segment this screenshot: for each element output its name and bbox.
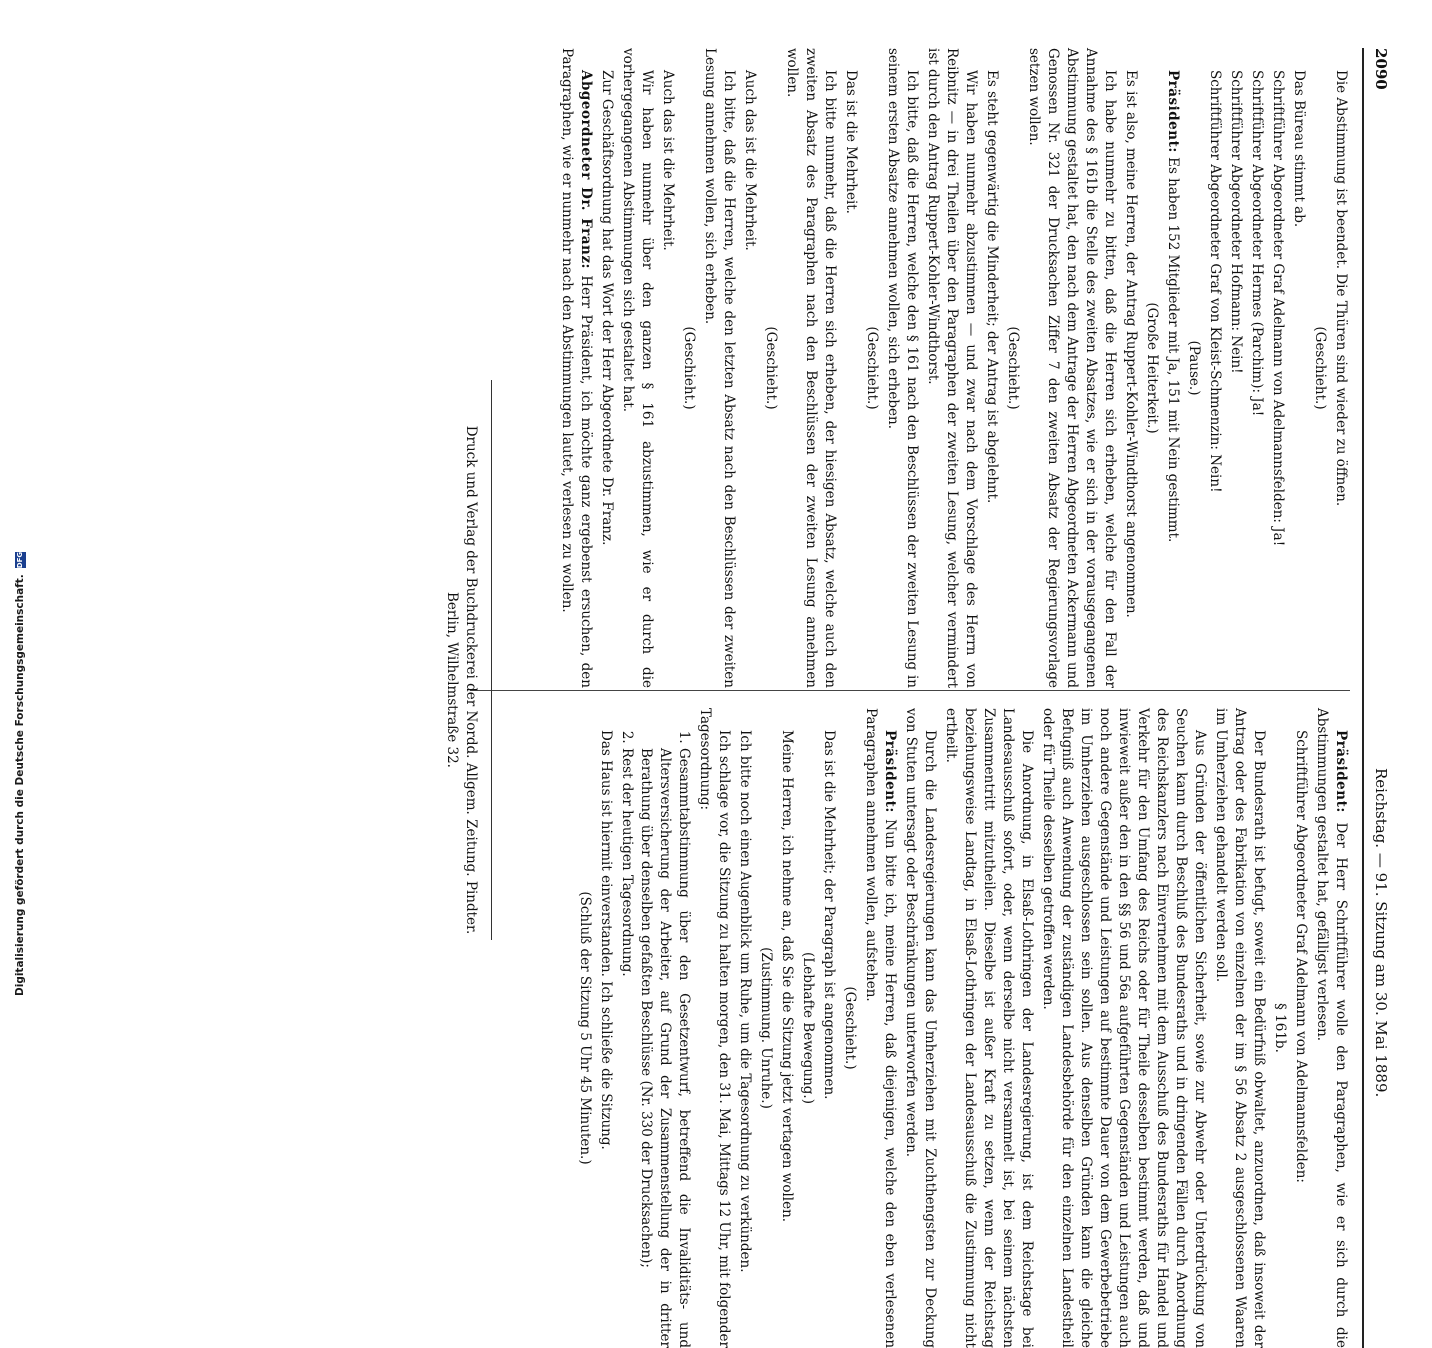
text-paragraph: Ich bitte, daß die Herren, welche den letzten Absatz nach den Beschlüssen der zweiten Lesung annehmen wollen, sich erheben.: [702, 48, 737, 688]
text-paragraph: Das ist die Mehrheit; der Paragraph ist angenommen.: [821, 730, 837, 1100]
text-paragraph: Das Büreau stimmt ab.: [1291, 70, 1307, 228]
text-paragraph: Schriftführer Abgeordneter Graf Adelmann von Adelmannsfelden:: [1293, 730, 1309, 1183]
text-paragraph: Das ist die Mehrheit.: [843, 70, 859, 214]
end-rule: [491, 380, 492, 940]
text-paragraph: Die Abstimmung ist beendet. Die Thüren sind wieder zu öffnen.: [1333, 70, 1349, 507]
funding-note: [14, 552, 26, 996]
stage-direction: (Geschieht.): [763, 326, 779, 410]
running-title: Reichstag. — 91. Sitzung am 30. Mai 1889.: [1372, 768, 1390, 1098]
left-column: [555, 48, 1350, 688]
text-paragraph: Schriftführer Abgeordneter Hermes (Parchim): Ja!: [1249, 70, 1265, 417]
stage-direction: (Zustimmung. Unruhe.): [758, 947, 774, 1109]
speech-text: Der Herr Schriftführer wolle den Paragraphen, wie er sich durch die Abstimmungen gestaltet hat, gefälligst verlesen.: [1314, 708, 1349, 1348]
text-paragraph: Aus Gründen der öffentlichen Sicherheit, sowie zur Abwehr oder Unterdrückung von Seuchen kann durch Beschluß des Bundesraths und in dringenden Fällen durch Anordnung des Reichskanzlers nach Einvernehmen mit dem Ausschuß des Bundesraths für Handel und Verkehr für den Umfang des Reichs oder für Theile desselben bestimmt werden, daß und inwieweit außer den in den §§ 56 und 56a aufgeführten Gegenständen und Leistungen auch noch andere Gegenstände und Leistungen auf bestimmte Dauer von dem Gewerbebetriebe im Umherziehen ausgeschlossen sein sollen. Aus denselben Gründen kann die gleiche Befugniß auch Anwendung der zuständigen Landesbehörde für den einzelnen Landestheil oder für Theile desselben getroffen werden.: [1040, 708, 1208, 1348]
text-paragraph: Es ist also, meine Herren, der Antrag Ruppert-Kohler-Windthorst angenommen.: [1123, 70, 1139, 618]
dfg-logo: DFG: [15, 551, 24, 569]
text-paragraph: Auch das ist die Mehrheit.: [660, 70, 676, 251]
text-paragraph: Wir haben nunmehr über den ganzen § 161 abzustimmen, wie er durch die vorhergegangenen Abstimmungen sich gestaltet hat.: [620, 48, 655, 688]
stage-direction: (Große Heiterkeit.): [1144, 302, 1160, 434]
page-number: 2090: [1372, 48, 1390, 90]
text-paragraph: Schriftführer Abgeordneter Graf von Kleist-Schmenzin: Nein!: [1207, 70, 1223, 493]
column-divider: [470, 690, 1350, 691]
text-paragraph: Schriftführer Abgeordneter Hofmann: Nein!: [1228, 70, 1244, 374]
funding-text: Digitalisierung gefördert durch die Deutsche Forschungsgemeinschaft.: [14, 574, 26, 996]
speech-paragraph: [557, 48, 595, 688]
agenda-item: 2. Rest der heutigen Tagesordnung.: [617, 748, 636, 1348]
text-paragraph: Ich bitte nunmehr, daß die Herren sich erheben, der hiesigen Absatz, welche auch den zweiten Absatz des Paragraphen nach den Beschlüssen der zweiten Lesung annehmen wollen.: [784, 48, 838, 688]
text-paragraph: Zur Geschäftsordnung hat das Wort der Herr Abgeordnete Dr. Franz.: [599, 70, 615, 546]
text-paragraph: Ich schlage vor, die Sitzung zu halten morgen, den 31. Mai, Mittags 12 Uhr, mit folgender Tagesordnung:: [697, 708, 732, 1348]
speech-paragraph: [1312, 708, 1350, 1348]
stage-direction: (Geschieht.): [681, 326, 697, 410]
speech-paragraph: [1163, 48, 1182, 688]
text-paragraph: Durch die Landesregierungen kann das Umherziehen mit Zuchthengsten zur Deckung von Stuten untersagt oder Beschränkungen unterworfen werden.: [903, 708, 938, 1348]
stage-direction: (Geschieht.): [864, 326, 880, 410]
text-paragraph: Die Anordnung, in Elsaß-Lothringen der Landesregierung, ist dem Reichstage bei Landesausschuß sofort, oder, wenn derselbe nicht versammelt ist, bei seinem nächsten Zusammentritt mitzutheilen. Dieselbe ist außer Kraft zu setzen, wenn der Reichstag beziehungsweise Landtag, in Elsaß-Lothringen der Landesausschuß die Zustimmung nicht ertheilt.: [943, 708, 1035, 1348]
speech-text: Es haben 152 Mitglieder mit Ja, 151 mit Nein gestimmt.: [1165, 157, 1181, 543]
imprint-line-1: Druck und Verlag der Buchdruckerei der Nordd. Allgem. Zeitung. Pindter.: [463, 425, 479, 935]
speaker-name: Abgeordneter Dr. Franz:: [578, 70, 594, 269]
text-paragraph: Das Haus ist hiermit einverstanden. Ich schließe die Sitzung.: [598, 730, 614, 1150]
page-header: [1366, 48, 1396, 1348]
stage-direction: (Geschieht.): [842, 986, 858, 1070]
text-paragraph: Ich habe nunmehr zu bitten, daß die Herren sich erheben, welche für den Fall der Annahme des § 161b die Stelle des zweiten Absatzes, wie er sich in der vorausgegangenen Abstimmung gestaltet hat, den nach dem Antrage der Herren Abgeordneten Ackermann und Genossen Nr. 321 der Drucksachen Ziffer 7 den zweiten Absatz der Regierungsvorlage setzen wollen.: [1026, 48, 1118, 688]
text-paragraph: Auch das ist die Mehrheit.: [742, 70, 758, 251]
speaker-name: Präsident:: [1333, 730, 1349, 813]
stage-direction: § 161b.: [1272, 1003, 1288, 1053]
right-column: [573, 708, 1350, 1348]
stage-direction: (Geschieht.): [1005, 326, 1021, 410]
text-paragraph: Der Bundesrath ist befugt, soweit ein Bedürfniß obwaltet, anzuordnen, daß insoweit der Antrag oder des Fabrikation von einzelnen der im § 56 Absatz 2 ausgeschlossenen Waaren im Umherziehen gehandelt werden soll.: [1213, 708, 1267, 1348]
text-paragraph: Ich bitte noch einen Augenblick um Ruhe, um die Tagesordnung zu verkünden.: [737, 730, 753, 1273]
agenda-list: [617, 708, 693, 1348]
text-paragraph: Es steht gegenwärtig die Minderheit; der Antrag ist abgelehnt.: [984, 70, 1000, 504]
stage-direction: (Geschieht.): [1312, 326, 1328, 410]
text-paragraph: Schriftführer Abgeordneter Graf Adelmann von Adelmannsfelden: Ja!: [1270, 70, 1286, 547]
speech-paragraph: [861, 708, 899, 1348]
imprint-line-2: Berlin, Wilhelmstraße 32.: [444, 592, 460, 768]
text-paragraph: Ich bitte, daß die Herren, welche den § 161 nach den Beschlüssen der zweiten Lesung in seinem ersten Absatze annehmen wollen, sich erheben.: [885, 48, 920, 688]
stage-direction: (Lebhafte Bewegung.): [800, 952, 816, 1104]
text-paragraph: Meine Herren, ich nehme an, daß Sie die Sitzung jetzt vertagen wollen.: [779, 730, 795, 1223]
text-paragraph: Wir haben nunmehr abzustimmen — und zwar nach dem Vorschlage des Herrn von Reibnitz — in drei Theilen über den Paragraphen der zweiten Lesung, welcher vermindert ist durch den Antrag Ruppert-Kohler-Windthorst.: [925, 48, 979, 688]
stage-direction: (Pause.): [1186, 340, 1202, 396]
speech-text: Nun bitte ich, meine Herren, daß diejenigen, welche den eben verlesenen Paragraphen annehmen wollen, aufstehen.: [863, 708, 898, 1348]
imprint: [442, 180, 480, 1180]
speaker-name: Präsident:: [1165, 70, 1181, 153]
speech-text: Herr Präsident, ich möchte ganz ergebenst ersuchen, den Paragraphen, wie er nunmehr nach den Abstimmungen lautet, verlesen zu wollen.: [559, 48, 594, 688]
stage-direction: (Schluß der Sitzung 5 Uhr 45 Minuten.): [577, 891, 593, 1165]
speaker-name: Präsident:: [882, 730, 898, 813]
agenda-item: 1. Gesammtabstimmung über den Gesetzentwurf, betreffend die Invaliditäts- und Altersversicherung der Arbeiter, auf Grund der Zusammenstellung der in dritter Berathung über denselben gefaßten Beschlüsse (Nr. 330 der Drucksachen);: [636, 748, 693, 1348]
header-rule: [1362, 48, 1364, 1348]
side-strip: [0, 0, 12, 1000]
